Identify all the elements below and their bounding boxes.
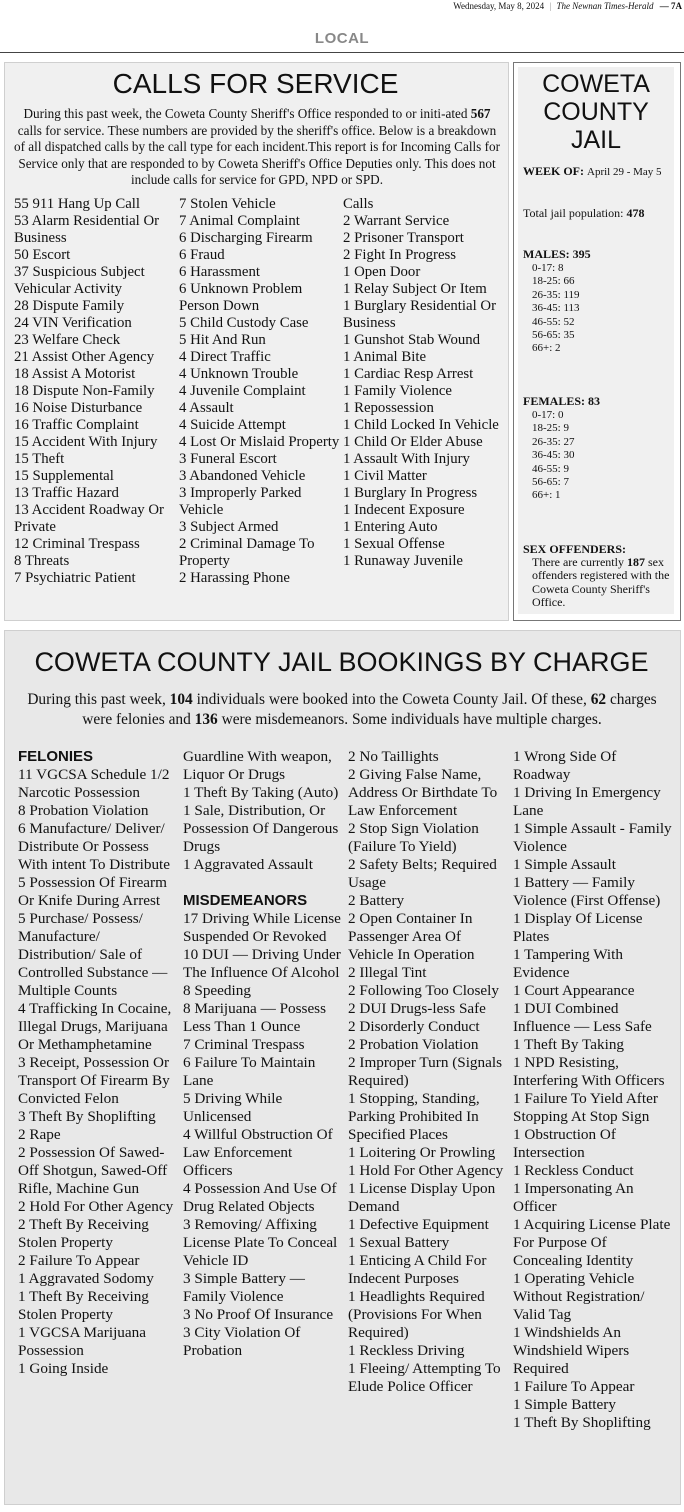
list-item: 1 Reckless Driving bbox=[348, 1342, 465, 1359]
list-item: 1 Sale, Distribution, Or Possession Of Dangerous Drugs bbox=[183, 802, 339, 855]
list-item: 1 Driving In Emergency Lane bbox=[513, 784, 661, 819]
list-item: 21 Assist Other Agency bbox=[14, 349, 155, 365]
calls-column-2 bbox=[179, 196, 341, 587]
list-item: 12 Criminal Trespass bbox=[14, 536, 140, 552]
list-item: 1 Gunshot Stab Wound bbox=[343, 332, 481, 348]
list-item: 4 Unknown Trouble bbox=[179, 366, 299, 382]
list-item: 1 Indecent Exposure bbox=[343, 502, 465, 518]
list-item: 15 Theft bbox=[14, 451, 65, 467]
misdemeanors-list bbox=[183, 910, 345, 1360]
list-item: 18-25: 9 bbox=[532, 422, 569, 435]
list-item: 18 Dispute Non-Family bbox=[14, 383, 155, 399]
list-item: 1 Assault With Injury bbox=[343, 451, 470, 467]
list-item: 1 Fleeing/ Attempting To Elude Police Officer bbox=[348, 1360, 501, 1395]
bookings-intro-b: individuals were booked into the Coweta County Jail. Of these, bbox=[192, 691, 591, 708]
list-item: 1 Relay Subject Or Item bbox=[343, 281, 487, 297]
list-item: 7 Animal Complaint bbox=[179, 213, 300, 229]
list-item: 2 Warrant Service bbox=[343, 213, 450, 229]
list-item: 5 Purchase/ Possess/ Manufacture/ Distribution/ Sale of Controlled Substance — Multiple Counts bbox=[18, 910, 168, 999]
list-item: 1 Obstruction Of Intersection bbox=[513, 1126, 616, 1161]
list-item: 26-35: 27 bbox=[532, 435, 575, 448]
list-item: 4 Possession And Use Of Drug Related Objects bbox=[183, 1180, 337, 1215]
list-item: 5 Driving While Unlicensed bbox=[183, 1090, 283, 1125]
list-item: COWETA bbox=[542, 70, 650, 98]
list-item: 1 Stopping, Standing, Parking Prohibited In Specified Places bbox=[348, 1090, 480, 1143]
list-item: 0-17: 0 bbox=[532, 409, 564, 421]
list-item: 36-45: 113 bbox=[532, 302, 580, 315]
list-item: 2 Failure To Appear bbox=[18, 1252, 140, 1269]
sex-offenders-a: There are currently bbox=[532, 555, 624, 569]
calls-intro-a: During this past week, the Coweta County Sheriff's Office responded to or initi-ated bbox=[23, 106, 471, 121]
jail-week-label: WEEK OF: bbox=[523, 164, 585, 178]
list-item: 56-65: 35 bbox=[532, 329, 575, 342]
list-item: Calls bbox=[343, 196, 374, 212]
section-label: LOCAL bbox=[314, 30, 370, 47]
list-item: 1 Windshields An Windshield Wipers Required bbox=[513, 1324, 630, 1377]
list-item: 11 VGCSA Schedule 1/2 Narcotic Possession bbox=[18, 766, 170, 801]
sex-offenders-b: sex offenders registered with the Coweta County Sheriff's Office. bbox=[532, 555, 670, 610]
list-item: 4 Direct Traffic bbox=[179, 349, 271, 365]
list-item: 4 Juvenile Complaint bbox=[179, 383, 306, 399]
jail-week bbox=[523, 164, 673, 179]
list-item: 66+: 1 bbox=[532, 489, 561, 502]
list-item: 1 Impersonating An Officer bbox=[513, 1180, 634, 1215]
list-item: 10 DUI — Driving Under The Influence Of Alcohol bbox=[183, 946, 341, 981]
bookings-column-4 bbox=[513, 748, 675, 1432]
header-paper: The Newnan Times-Herald bbox=[556, 1, 654, 11]
list-item: 6 Harassment bbox=[179, 264, 260, 280]
list-item: 1 Operating Vehicle Without Registration/ Valid Tag bbox=[513, 1270, 645, 1323]
list-item: 1 Entering Auto bbox=[343, 519, 438, 535]
list-item: 5 Hit And Run bbox=[179, 332, 266, 348]
list-item: 37 Suspicious Subject Vehicular Activity bbox=[14, 264, 145, 297]
list-item: 28 Dispute Family bbox=[14, 298, 125, 314]
list-item: JAIL bbox=[570, 126, 622, 154]
list-item: 2 Harassing Phone bbox=[179, 570, 290, 586]
list-item: 1 Failure To Appear bbox=[513, 1378, 635, 1395]
list-item: 3 Improperly Parked Vehicle bbox=[179, 485, 302, 518]
list-item: 2 Possession Of Sawed-Off Shotgun, Sawed-Off Rifle, Machine Gun bbox=[18, 1144, 168, 1197]
list-item: 1 Display Of License Plates bbox=[513, 910, 643, 945]
bookings-intro bbox=[12, 690, 672, 730]
list-item: 4 Lost Or Mislaid Property bbox=[179, 434, 340, 450]
list-item: 2 No Taillights bbox=[348, 748, 439, 765]
list-item: 1 Headlights Required (Provisions For When Required) bbox=[348, 1288, 485, 1341]
list-item: 15 Accident With Injury bbox=[14, 434, 158, 450]
list-item: 3 Funeral Escort bbox=[179, 451, 277, 467]
list-item: 3 Abandoned Vehicle bbox=[179, 468, 306, 484]
list-item: 1 Runaway Juvenile bbox=[343, 553, 463, 569]
list-item: 16 Noise Disturbance bbox=[14, 400, 143, 416]
list-item: 3 City Violation Of Probation bbox=[183, 1324, 301, 1359]
list-item: 2 Probation Violation bbox=[348, 1036, 479, 1053]
list-item: 1 Aggravated Sodomy bbox=[18, 1270, 154, 1287]
list-item: 1 Civil Matter bbox=[343, 468, 427, 484]
bookings-intro-d: were misdemeanors. Some individuals have multiple charges. bbox=[217, 711, 602, 728]
list-item: 7 Psychiatric Patient bbox=[14, 570, 136, 586]
list-item: 1 Child Or Elder Abuse bbox=[343, 434, 483, 450]
list-item: 1 License Display Upon Demand bbox=[348, 1180, 496, 1215]
males-label: MALES: 395 bbox=[523, 247, 591, 261]
list-item: 8 Probation Violation bbox=[18, 802, 149, 819]
list-item: 1 Repossession bbox=[343, 400, 434, 416]
header-date: Wednesday, May 8, 2024 bbox=[453, 1, 545, 11]
list-item: 1 Burglary In Progress bbox=[343, 485, 478, 501]
list-item: 15 Supplemental bbox=[14, 468, 114, 484]
list-item: 1 Theft By Taking (Auto) bbox=[183, 784, 339, 801]
misdemeanors-heading: MISDEMEANORS bbox=[183, 892, 308, 909]
sex-offenders-text bbox=[532, 556, 672, 610]
list-item: 4 Assault bbox=[179, 400, 234, 416]
list-item: 2 Illegal Tint bbox=[348, 964, 427, 981]
list-item: 8 Speeding bbox=[183, 982, 251, 999]
list-item: 3 Theft By Shoplifting bbox=[18, 1108, 156, 1125]
list-item: 8 Marijuana — Possess Less Than 1 Ounce bbox=[183, 1000, 327, 1035]
list-item: 1 Child Locked In Vehicle bbox=[343, 417, 499, 433]
list-item: 1 Tampering With Evidence bbox=[513, 946, 623, 981]
list-item: 2 Giving False Name, Address Or Birthdate To Law Enforcement bbox=[348, 766, 498, 819]
list-item: 2 Stop Sign Violation (Failure To Yield) bbox=[348, 820, 479, 855]
bookings-intro-a: During this past week, bbox=[27, 691, 170, 708]
list-item: 26-35: 119 bbox=[532, 288, 580, 301]
list-item: 1 Theft By Taking bbox=[513, 1036, 625, 1053]
list-item: 1 Hold For Other Agency bbox=[348, 1162, 504, 1179]
list-item: 6 Failure To Maintain Lane bbox=[183, 1054, 316, 1089]
list-item: 55 911 Hang Up Call bbox=[14, 196, 141, 212]
list-item: 6 Manufacture/ Deliver/ Distribute Or Possess With intent To Distribute bbox=[18, 820, 171, 873]
list-item: 1 Cardiac Resp Arrest bbox=[343, 366, 474, 382]
sex-offenders-count: 187 bbox=[626, 555, 645, 569]
divider bbox=[0, 52, 684, 53]
list-item: 1 Wrong Side Of Roadway bbox=[513, 748, 617, 783]
females-label: FEMALES: 83 bbox=[523, 394, 601, 408]
list-item: 1 NPD Resisting, Interfering With Officers bbox=[513, 1054, 665, 1089]
list-item: 1 Animal Bite bbox=[343, 349, 427, 365]
list-item: 2 Fight In Progress bbox=[343, 247, 457, 263]
list-item: 1 Reckless Conduct bbox=[513, 1162, 634, 1179]
list-item: 3 Removing/ Affixing License Plate To Conceal Vehicle ID bbox=[183, 1216, 338, 1269]
list-item: 6 Unknown Problem Person Down bbox=[179, 281, 303, 314]
calls-column-3 bbox=[343, 196, 505, 570]
list-item: 1 Defective Equipment bbox=[348, 1216, 489, 1233]
list-item: 17 Driving While License Suspended Or Revoked bbox=[183, 910, 341, 945]
list-item: 2 Theft By Receiving Stolen Property bbox=[18, 1216, 149, 1251]
list-item: 24 VIN Verification bbox=[14, 315, 132, 331]
list-item: 5 Possession Of Firearm Or Knife During Arrest bbox=[18, 874, 167, 909]
list-item: 2 Hold For Other Agency bbox=[18, 1198, 174, 1215]
males-list bbox=[532, 262, 580, 356]
felonies-list-cont bbox=[183, 748, 345, 874]
list-item: 4 Willful Obstruction Of Law Enforcement Officers bbox=[183, 1126, 333, 1179]
list-item: 13 Accident Roadway Or Private bbox=[14, 502, 164, 535]
list-item: 1 Simple Assault bbox=[513, 856, 616, 873]
list-item: 1 Theft By Shoplifting bbox=[513, 1414, 651, 1431]
list-item: 3 No Proof Of Insurance bbox=[183, 1306, 334, 1323]
felonies-heading: FELONIES bbox=[18, 748, 94, 765]
jail-total-value: 478 bbox=[626, 206, 645, 220]
list-item: 36-45: 30 bbox=[532, 449, 575, 462]
calls-intro-count: 567 bbox=[470, 106, 491, 121]
list-item: 1 Simple Assault - Family Violence bbox=[513, 820, 672, 855]
list-item: 1 Aggravated Assault bbox=[183, 856, 313, 873]
bookings-intro-n3: 136 bbox=[194, 711, 218, 728]
list-item: 2 Improper Turn (Signals Required) bbox=[348, 1054, 502, 1089]
list-item: 2 DUI Drugs-less Safe bbox=[348, 1000, 486, 1017]
list-item: 16 Traffic Complaint bbox=[14, 417, 139, 433]
list-item: 13 Traffic Hazard bbox=[14, 485, 119, 501]
list-item: 53 Alarm Residential Or Business bbox=[14, 213, 160, 246]
list-item: 1 Open Door bbox=[343, 264, 421, 280]
list-item: 2 Disorderly Conduct bbox=[348, 1018, 480, 1035]
sex-offenders-label: SEX OFFENDERS: bbox=[523, 542, 627, 556]
jail-week-value: April 29 - May 5 bbox=[587, 166, 662, 178]
jail-title bbox=[518, 70, 674, 154]
list-item: 1 Burglary Residential Or Business bbox=[343, 298, 497, 331]
list-item: 6 Fraud bbox=[179, 247, 225, 263]
list-item: 4 Trafficking In Cocaine, Illegal Drugs, Marijuana Or Methamphetamine bbox=[18, 1000, 172, 1053]
list-item: 2 Prisoner Transport bbox=[343, 230, 464, 246]
list-item: 46-55: 9 bbox=[532, 462, 569, 475]
list-item: 18 Assist A Motorist bbox=[14, 366, 136, 382]
bookings-title: COWETA COUNTY JAIL BOOKINGS BY CHARGE bbox=[34, 647, 649, 677]
list-item: 56-65: 7 bbox=[532, 476, 569, 489]
list-item: 1 Going Inside bbox=[18, 1360, 109, 1377]
list-item: 1 Failure To Yield After Stopping At Stop Sign bbox=[513, 1090, 658, 1125]
list-item: 46-55: 52 bbox=[532, 315, 575, 328]
list-item: 7 Stolen Vehicle bbox=[179, 196, 276, 212]
list-item: 1 DUI Combined Influence — Less Safe bbox=[513, 1000, 652, 1035]
calls-intro-b: calls for service. These numbers are provided by the sheriff's office. Below is a breakdown of all dispatched calls by the call type for each incident.This report is for Incoming Calls for Service only that are responded to by Coweta Sheriff's Office Deputies only. This does not include calls for service for GPD, NPD or SPD. bbox=[14, 122, 500, 188]
list-item: 3 Subject Armed bbox=[179, 519, 279, 535]
list-item: 1 Sexual Battery bbox=[348, 1234, 450, 1251]
list-item: 1 Loitering Or Prowling bbox=[348, 1144, 496, 1161]
list-item: 50 Escort bbox=[14, 247, 71, 263]
list-item: COUNTY bbox=[543, 98, 649, 126]
felonies-list bbox=[18, 766, 180, 1378]
list-item: 1 Sexual Offense bbox=[343, 536, 445, 552]
list-item: 2 Open Container In Passenger Area Of Vehicle In Operation bbox=[348, 910, 475, 963]
list-item: 6 Discharging Firearm bbox=[179, 230, 313, 246]
bookings-column-2 bbox=[183, 748, 345, 1360]
list-item: 66+: 2 bbox=[532, 342, 561, 355]
header-page: — 7A bbox=[659, 1, 682, 11]
list-item: 3 Simple Battery — Family Violence bbox=[183, 1270, 305, 1305]
list-item: 1 Theft By Receiving Stolen Property bbox=[18, 1288, 149, 1323]
jail-total-label: Total jail population: bbox=[523, 206, 624, 220]
list-item: 4 Suicide Attempt bbox=[179, 417, 286, 433]
bookings-column-3 bbox=[348, 748, 510, 1396]
header-separator: | bbox=[549, 1, 552, 11]
list-item: 5 Child Custody Case bbox=[179, 315, 309, 331]
list-item: 8 Threats bbox=[14, 553, 70, 569]
calls-column-1 bbox=[14, 196, 174, 587]
bookings-intro-n2: 62 bbox=[590, 691, 607, 708]
calls-title: CALLS FOR SERVICE bbox=[112, 68, 399, 99]
list-item: 18-25: 66 bbox=[532, 275, 575, 288]
females-list bbox=[532, 409, 574, 503]
jail-total bbox=[523, 206, 673, 220]
bookings-intro-n1: 104 bbox=[169, 691, 193, 708]
list-item: 2 Safety Belts; Required Usage bbox=[348, 856, 497, 891]
list-item: 1 Simple Battery bbox=[513, 1396, 616, 1413]
list-item: 0-17: 8 bbox=[532, 262, 564, 274]
list-item: 2 Rape bbox=[18, 1126, 61, 1143]
list-item: 2 Battery bbox=[348, 892, 405, 909]
calls-intro bbox=[12, 106, 502, 189]
list-item: 1 Acquiring License Plate For Purpose Of Concealing Identity bbox=[513, 1216, 671, 1269]
list-item: 1 VGCSA Marijuana Possession bbox=[18, 1324, 146, 1359]
list-item: 2 Following Too Closely bbox=[348, 982, 499, 999]
list-item: 1 Enticing A Child For Indecent Purposes bbox=[348, 1252, 487, 1287]
bookings-column-1 bbox=[18, 748, 180, 1378]
list-item: 2 Criminal Damage To Property bbox=[179, 536, 315, 569]
list-item: 3 Receipt, Possession Or Transport Of Firearm By Convicted Felon bbox=[18, 1054, 170, 1107]
list-item: 7 Criminal Trespass bbox=[183, 1036, 305, 1053]
list-item: 23 Welfare Check bbox=[14, 332, 121, 348]
list-item: 1 Family Violence bbox=[343, 383, 452, 399]
bookings-intro-c: charges were felonies and bbox=[82, 691, 657, 728]
list-item: 1 Court Appearance bbox=[513, 982, 635, 999]
page-header bbox=[0, 0, 684, 14]
list-item: Guardline With weapon, Liquor Or Drugs bbox=[183, 748, 332, 783]
list-item: 1 Battery — Family Violence (First Offense) bbox=[513, 874, 661, 909]
